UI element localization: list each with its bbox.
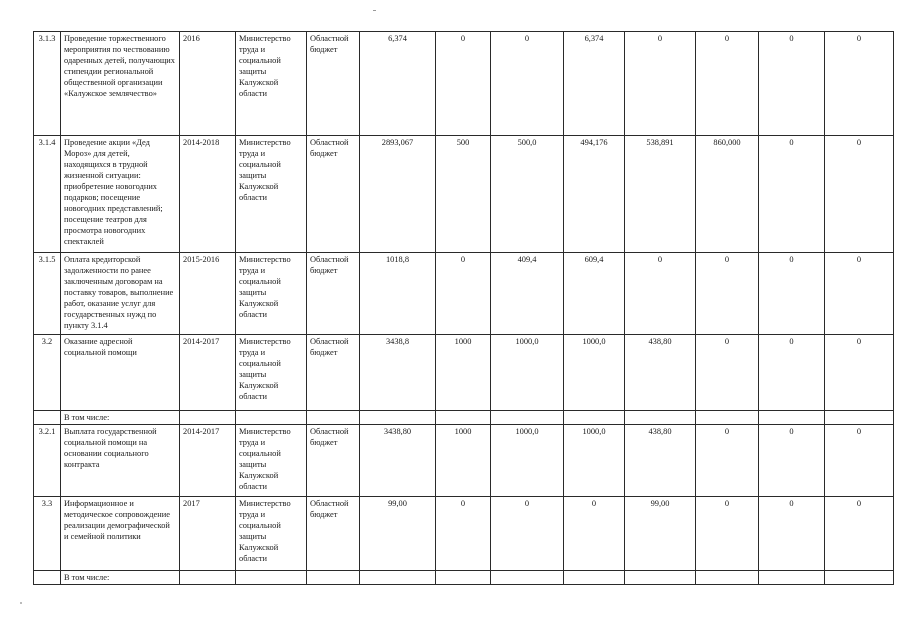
row-value-3: 1000,0 [491, 425, 564, 497]
row-title: Выплата государственной социальной помощи на основании социального контракта [61, 425, 180, 497]
row-value-2: 500 [436, 136, 491, 253]
row-value-1: 99,00 [360, 497, 436, 571]
row-source: Областной бюджет [307, 335, 360, 411]
row-number: 3.2.1 [34, 425, 61, 497]
row-value-3 [491, 411, 564, 425]
row-number: 3.1.5 [34, 253, 61, 335]
row-source: Областной бюджет [307, 136, 360, 253]
row-executor [236, 571, 307, 585]
table-row [34, 253, 894, 335]
row-value-5 [625, 411, 696, 425]
row-value-1 [360, 571, 436, 585]
row-value-3: 0 [491, 32, 564, 136]
row-value-7 [759, 571, 825, 585]
row-source: Областной бюджет [307, 32, 360, 136]
row-value-5: 438,80 [625, 335, 696, 411]
row-years [180, 571, 236, 585]
row-value-5: 438,80 [625, 425, 696, 497]
table-row [34, 425, 894, 497]
row-value-3 [491, 571, 564, 585]
row-executor: Министерство труда и социальной защиты Калужской области [236, 32, 307, 136]
table-row [34, 411, 894, 425]
row-number [34, 571, 61, 585]
row-value-1: 2893,067 [360, 136, 436, 253]
row-title: Оказание адресной социальной помощи [61, 335, 180, 411]
row-value-3: 500,0 [491, 136, 564, 253]
row-title: Информационное и методическое сопровождение реализации демографической и семейной политики [61, 497, 180, 571]
row-title: Проведение акции «Дед Мороз» для детей, находящихся в трудной жизненной ситуации: приобретение новогодних подарков; посещение новогодних представлений; посещение театров для просмотра новогодних спектаклей [61, 136, 180, 253]
row-source [307, 571, 360, 585]
row-value-7: 0 [759, 497, 825, 571]
row-years: 2014-2018 [180, 136, 236, 253]
scan-speck [20, 602, 22, 604]
row-value-2: 0 [436, 497, 491, 571]
row-value-5: 0 [625, 32, 696, 136]
row-value-4: 0 [564, 497, 625, 571]
table-row [34, 136, 894, 253]
row-value-6: 860,000 [696, 136, 759, 253]
row-value-3: 1000,0 [491, 335, 564, 411]
table-row [34, 32, 894, 136]
row-value-3: 409,4 [491, 253, 564, 335]
row-value-4 [564, 411, 625, 425]
row-value-8: 0 [825, 253, 894, 335]
row-number: 3.1.3 [34, 32, 61, 136]
row-value-1: 6,374 [360, 32, 436, 136]
row-value-1 [360, 411, 436, 425]
row-value-2 [436, 411, 491, 425]
row-title: В том числе: [61, 571, 180, 585]
row-value-8: 0 [825, 32, 894, 136]
row-executor: Министерство труда и социальной защиты Калужской области [236, 497, 307, 571]
row-source [307, 411, 360, 425]
row-executor [236, 411, 307, 425]
row-value-8 [825, 411, 894, 425]
row-value-6: 0 [696, 335, 759, 411]
row-value-6 [696, 411, 759, 425]
row-value-5: 538,891 [625, 136, 696, 253]
row-executor: Министерство труда и социальной защиты Калужской области [236, 335, 307, 411]
row-value-2: 1000 [436, 335, 491, 411]
row-source: Областной бюджет [307, 497, 360, 571]
row-value-7: 0 [759, 335, 825, 411]
row-value-4: 1000,0 [564, 425, 625, 497]
row-years: 2017 [180, 497, 236, 571]
row-value-6: 0 [696, 32, 759, 136]
row-value-8: 0 [825, 136, 894, 253]
row-value-5: 0 [625, 253, 696, 335]
row-value-7: 0 [759, 253, 825, 335]
row-value-8: 0 [825, 497, 894, 571]
row-value-7: 0 [759, 425, 825, 497]
program-table [33, 31, 894, 585]
row-years: 2015-2016 [180, 253, 236, 335]
row-number: 3.2 [34, 335, 61, 411]
row-value-4: 494,176 [564, 136, 625, 253]
row-value-8: 0 [825, 335, 894, 411]
row-value-4: 1000,0 [564, 335, 625, 411]
row-value-8 [825, 571, 894, 585]
row-number: 3.1.4 [34, 136, 61, 253]
row-executor: Министерство труда и социальной защиты Калужской области [236, 253, 307, 335]
row-value-4: 609,4 [564, 253, 625, 335]
row-value-6 [696, 571, 759, 585]
table-row [34, 335, 894, 411]
table-row [34, 571, 894, 585]
row-years: 2016 [180, 32, 236, 136]
row-title: Проведение торжественного мероприятия по чествованию одаренных детей, получающих стипендии региональной общественной организации «Калужское землячество» [61, 32, 180, 136]
row-executor: Министерство труда и социальной защиты Калужской области [236, 425, 307, 497]
row-title: В том числе: [61, 411, 180, 425]
row-value-7 [759, 411, 825, 425]
row-value-4 [564, 571, 625, 585]
row-value-7: 0 [759, 32, 825, 136]
row-value-2: 0 [436, 32, 491, 136]
row-value-5 [625, 571, 696, 585]
row-years: 2014-2017 [180, 425, 236, 497]
row-source: Областной бюджет [307, 425, 360, 497]
row-value-3: 0 [491, 497, 564, 571]
row-value-7: 0 [759, 136, 825, 253]
row-value-2: 1000 [436, 425, 491, 497]
row-years [180, 411, 236, 425]
row-value-6: 0 [696, 253, 759, 335]
row-value-4: 6,374 [564, 32, 625, 136]
row-executor: Министерство труда и социальной защиты Калужской области [236, 136, 307, 253]
row-title: Оплата кредиторской задолженности по ранее заключенным договорам на поставку товаров, выполнение работ, оказание услуг для государственных нужд по пункту 3.1.4 [61, 253, 180, 335]
row-source: Областной бюджет [307, 253, 360, 335]
table-row [34, 497, 894, 571]
scan-speck [373, 10, 376, 11]
row-years: 2014-2017 [180, 335, 236, 411]
row-number: 3.3 [34, 497, 61, 571]
row-value-6: 0 [696, 425, 759, 497]
row-value-1: 3438,80 [360, 425, 436, 497]
row-value-5: 99,00 [625, 497, 696, 571]
row-value-2 [436, 571, 491, 585]
row-value-6: 0 [696, 497, 759, 571]
row-value-1: 1018,8 [360, 253, 436, 335]
row-value-8: 0 [825, 425, 894, 497]
row-value-1: 3438,8 [360, 335, 436, 411]
row-number [34, 411, 61, 425]
row-value-2: 0 [436, 253, 491, 335]
